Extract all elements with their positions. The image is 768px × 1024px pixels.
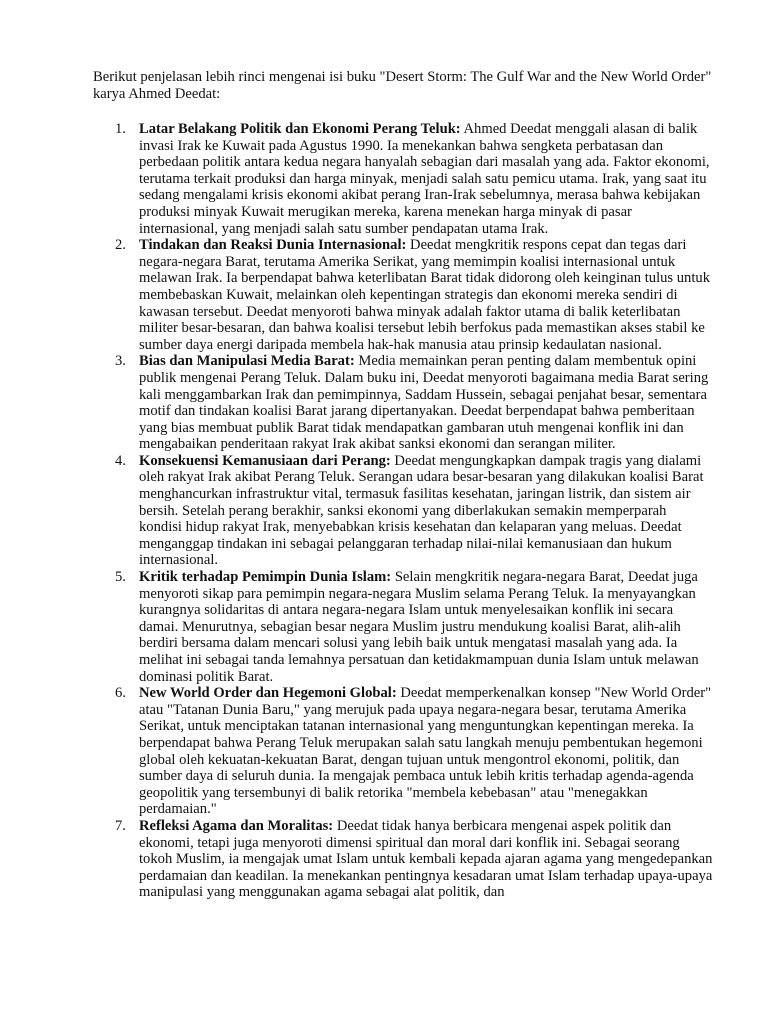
list-item-heading: Refleksi Agama dan Moralitas: [139, 817, 334, 834]
list-item-body: Deedat memperkenalkan konsep "New World Order" atau "Tatanan Dunia Baru," yang merujuk pada upaya negara-negara besar, terutama Amerika Serikat, untuk menciptakan tatanan internasional yang menguntungkan kepentingan mereka. Ia berpendapat bahwa Perang Teluk merupakan salah satu langkah menuju pembentukan hegemoni global oleh kekuatan-kekuatan Barat, dengan tujuan untuk mengontrol ekonomi, politik, dan sumber daya di seluruh dunia. Ia mengajak pembaca untuk lebih kritis terhadap agenda-agenda geopolitik yang tersembunyi di balik retorika "membela kebebasan" atau "menegakkan perdamaian." [139, 685, 712, 818]
list-item [93, 453, 713, 569]
list-item-heading: Konsekuensi Kemanusiaan dari Perang: [139, 452, 391, 469]
list-item-body: Deedat mengungkapkan dampak tragis yang dialami oleh rakyat Irak akibat Perang Teluk. Serangan udara besar-besaran yang dilakukan koalisi Barat menghancurkan infrastruktur vital, termasuk fasilitas kesehatan, jaringan listrik, dan sistem air bersih. Setelah perang berakhir, sanksi ekonomi yang diberlakukan semakin memperparah kondisi hidup rakyat Irak, menyebabkan krisis kesehatan dan kelaparan yang meluas. Deedat menganggap tindakan ini sebagai pelanggaran terhadap nilai-nilai kemanusiaan dan hukum internasional. [139, 452, 704, 569]
list-item [93, 353, 713, 453]
list-item-heading: Latar Belakang Politik dan Ekonomi Perang Teluk: [139, 121, 461, 137]
list-item-heading: Tindakan dan Reaksi Dunia Internasional: [139, 237, 407, 254]
list-item-number: 1. [115, 121, 126, 137]
list-item [93, 818, 713, 901]
list-item-number: 6. [115, 685, 126, 702]
list-item-number: 3. [115, 353, 126, 370]
list-item [93, 685, 713, 818]
list-item-body: Selain mengkritik negara-negara Barat, Deedat juga menyoroti sikap para pemimpin negara-negara Muslim selama Perang Teluk. Ia menyayangkan kurangnya solidaritas di antara negara-negara Islam untuk menyelesaikan konflik ini secara damai. Menurutnya, sebagian besar negara Muslim justru mendukung koalisi Barat, alih-alih berdiri bersama dalam mencari solusi yang lebih baik untuk mengatasi masalah yang ada. Ia melihat ini sebagai tanda lemahnya persatuan dan ketidakmampuan dunia Islam untuk melawan dominasi politik Barat. [139, 569, 699, 685]
list-item-number: 2. [115, 237, 126, 254]
list-item-heading: Bias dan Manipulasi Media Barat: [139, 353, 355, 370]
list-item-body: Media memainkan peran penting dalam membentuk opini publik mengenai Perang Teluk. Dalam buku ini, Deedat menyoroti bagaimana media Barat sering kali menggambarkan Irak dan pemimpinnya, Saddam Hussein, sebagai penjahat besar, sementara motif dan tindakan koalisi Barat jarang dipertanyakan. Deedat berpendapat bahwa pemberitaan yang bias membuat publik Barat tidak mendapatkan gambaran utuh mengenai konflik ini dan mengabaikan penderitaan rakyat Irak akibat sanksi ekonomi dan serangan militer. [139, 353, 709, 453]
list-item-heading: New World Order dan Hegemoni Global: [139, 685, 397, 702]
list-item-number: 5. [115, 569, 126, 586]
list-item-body: Deedat tidak hanya berbicara mengenai aspek politik dan ekonomi, tetapi juga menyoroti dimensi spiritual dan moral dari konflik ini. Sebagai seorang tokoh Muslim, ia mengajak umat Islam untuk kembali kepada ajaran agama yang mengedepankan perdamaian dan keadilan. Ia menekankan pentingnya kesadaran umat Islam terhadap upaya-upaya manipulasi yang menggunakan agama sebagai alat politik, dan [139, 817, 713, 901]
list-item [93, 121, 713, 237]
list-item-body: Ahmed Deedat menggali alasan di balik invasi Irak ke Kuwait pada Agustus 1990. Ia menekankan bahwa sengketa perbatasan dan perbedaan politik antara kedua negara hanyalah sebagian dari masalah yang ada. Faktor ekonomi, terutama terkait produksi dan harga minyak, menjadi salah satu pemicu utama. Irak, yang saat itu sedang mengalami krisis ekonomi akibat perang Iran-Irak sebelumnya, merasa bahwa kebijakan produksi minyak Kuwait merugikan mereka, karena menekan harga minyak di pasar internasional, yang menjadi salah satu sumber pendapatan utama Irak. [139, 121, 710, 237]
list-item-number: 7. [115, 817, 126, 834]
intro-paragraph: Berikut penjelasan lebih rinci mengenai isi buku "Desert Storm: The Gulf War and the New World Order" karya Ahmed Deedat: [93, 69, 712, 102]
list-item-heading: Kritik terhadap Pemimpin Dunia Islam: [139, 569, 392, 586]
list-item [93, 237, 713, 353]
list-item [93, 569, 713, 685]
list-item-number: 4. [115, 452, 126, 469]
list-item-body: Deedat mengkritik respons cepat dan tegas dari negara-negara Barat, terutama Amerika Serikat, yang memimpin koalisi internasional untuk melawan Irak. Ia berpendapat bahwa keterlibatan Barat tidak didorong oleh keinginan tulus untuk membebaskan Kuwait, melainkan oleh kepentingan strategis dan ekonomi mereka sendiri di kawasan tersebut. Deedat menyoroti bahwa minyak adalah faktor utama di balik keterlibatan militer besar-besaran, dan bahwa koalisi tersebut lebih berfokus pada memastikan akses stabil ke sumber daya energi daripada membela hak-hak manusia atau prinsip kedaulatan nasional. [139, 237, 710, 353]
numbered-list [93, 121, 713, 901]
